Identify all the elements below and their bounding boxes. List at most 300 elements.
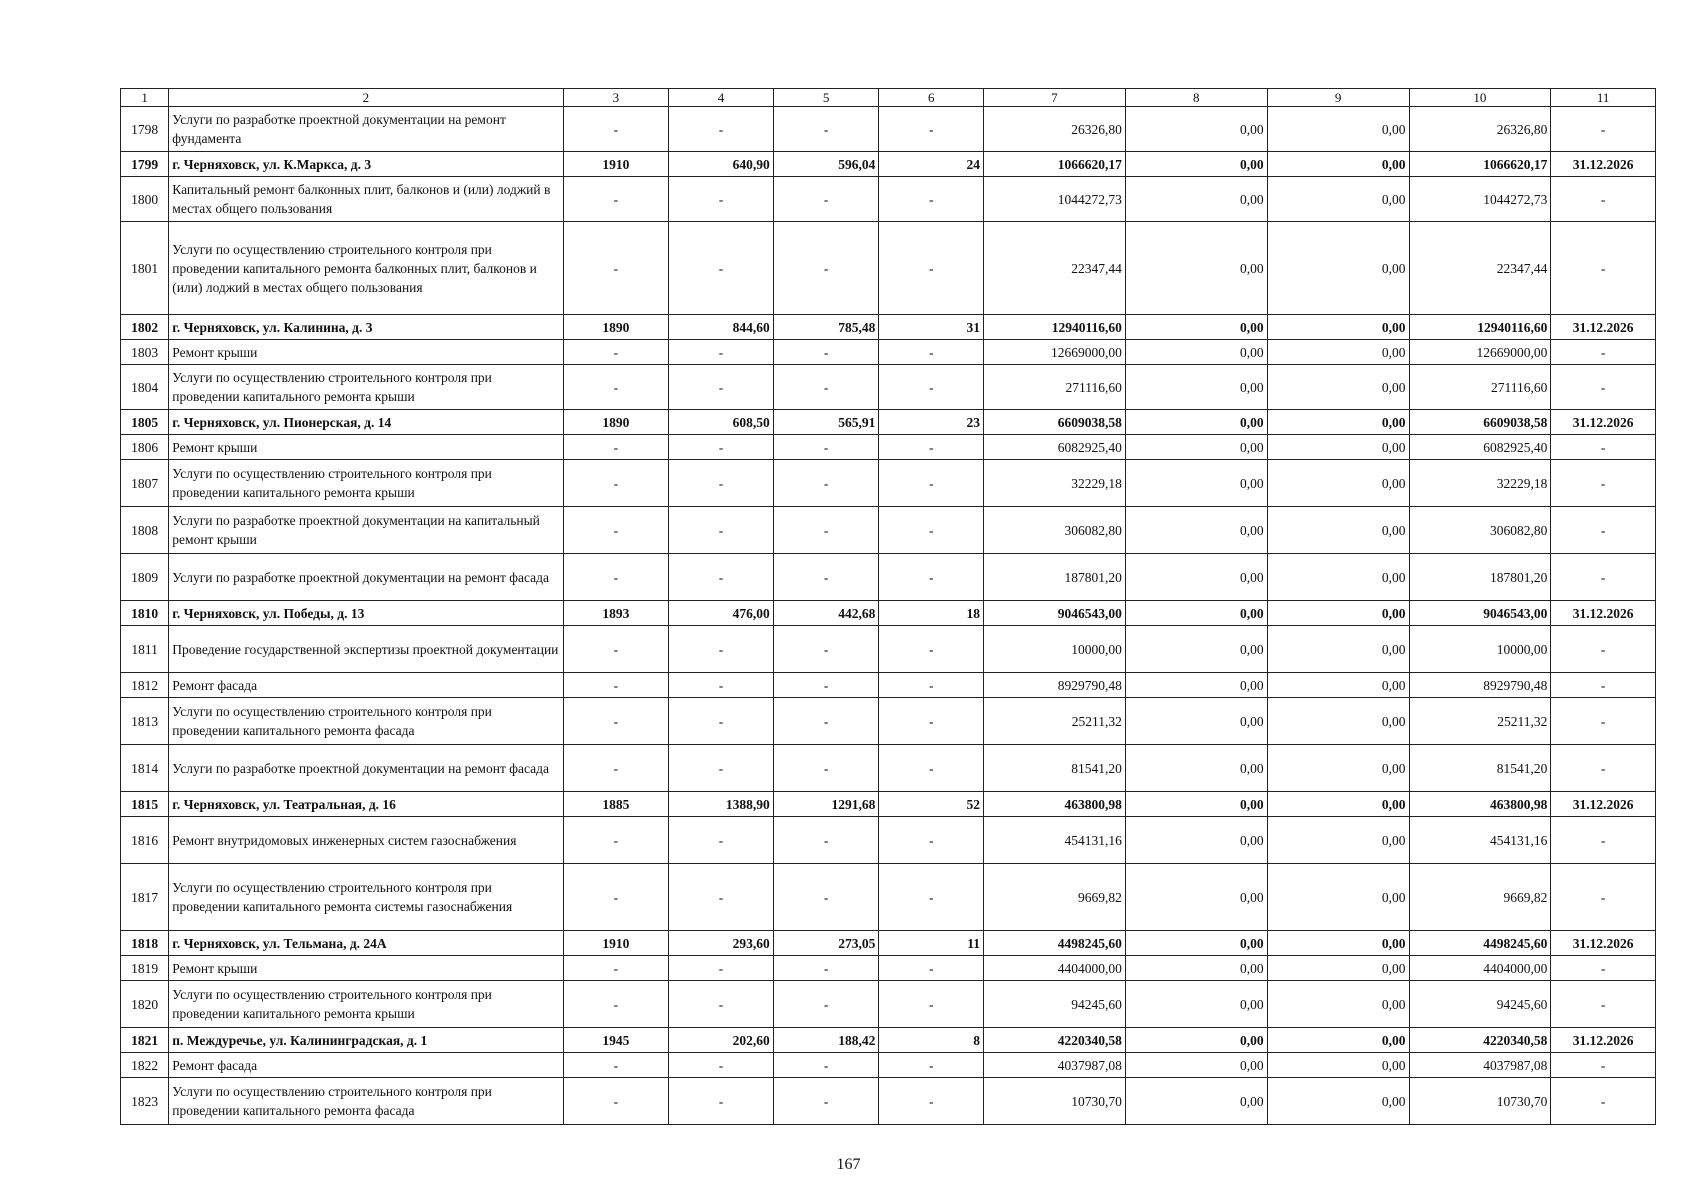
column-number: 10 xyxy=(1409,89,1551,107)
cell-deadline: - xyxy=(1551,365,1656,410)
work-description: Услуги по осуществлению строительного контроля при проведении капитального ремонта крыши xyxy=(169,981,563,1028)
cell-year-built: - xyxy=(563,981,669,1028)
column-number-header xyxy=(121,89,1656,107)
cell-amount-col9: 0,00 xyxy=(1267,177,1409,222)
column-number: 3 xyxy=(563,89,669,107)
cell-total-area: - xyxy=(669,626,774,673)
cell-amount-col9: 0,00 xyxy=(1267,1053,1409,1078)
cell-deadline: 31.12.2026 xyxy=(1551,601,1656,626)
cell-amount-col9: 0,00 xyxy=(1267,152,1409,177)
cell-total-area: - xyxy=(669,864,774,931)
cell-amount-col9: 0,00 xyxy=(1267,864,1409,931)
cell-residents: - xyxy=(879,365,984,410)
cell-total-cost: 12669000,00 xyxy=(984,340,1126,365)
cell-year-built: - xyxy=(563,222,669,315)
cell-premises-area: - xyxy=(773,864,879,931)
cell-premises-area: - xyxy=(773,222,879,315)
cell-deadline: 31.12.2026 xyxy=(1551,315,1656,340)
cell-total-area: - xyxy=(669,554,774,601)
cell-deadline: - xyxy=(1551,460,1656,507)
row-number: 1809 xyxy=(121,554,169,601)
work-row xyxy=(121,981,1656,1028)
cell-residents: 8 xyxy=(879,1028,984,1053)
row-number: 1805 xyxy=(121,410,169,435)
cell-total-area: 640,90 xyxy=(669,152,774,177)
cell-premises-area: 1291,68 xyxy=(773,792,879,817)
address-row xyxy=(121,931,1656,956)
cell-residents: - xyxy=(879,1078,984,1125)
cell-amount-col8: 0,00 xyxy=(1125,507,1267,554)
cell-deadline: - xyxy=(1551,981,1656,1028)
work-row xyxy=(121,222,1656,315)
cell-total-area: - xyxy=(669,745,774,792)
cell-total-area: - xyxy=(669,340,774,365)
work-description: Услуги по разработке проектной документации на ремонт фасада xyxy=(169,745,563,792)
cell-amount-col8: 0,00 xyxy=(1125,107,1267,152)
cell-amount-col8: 0,00 xyxy=(1125,981,1267,1028)
work-row xyxy=(121,956,1656,981)
cell-deadline: - xyxy=(1551,435,1656,460)
cell-residents: 24 xyxy=(879,152,984,177)
cell-deadline: 31.12.2026 xyxy=(1551,931,1656,956)
work-row xyxy=(121,107,1656,152)
cell-deadline: 31.12.2026 xyxy=(1551,410,1656,435)
work-row xyxy=(121,817,1656,864)
cell-total-area: - xyxy=(669,507,774,554)
cell-year-built: - xyxy=(563,507,669,554)
cell-residents: 11 xyxy=(879,931,984,956)
cell-amount-col9: 0,00 xyxy=(1267,107,1409,152)
work-description: Ремонт фасада xyxy=(169,673,563,698)
work-row xyxy=(121,460,1656,507)
cell-total-cost: 10730,70 xyxy=(984,1078,1126,1125)
cell-year-built: - xyxy=(563,554,669,601)
cell-deadline: 31.12.2026 xyxy=(1551,152,1656,177)
cell-total-cost: 10000,00 xyxy=(984,626,1126,673)
work-description: Ремонт крыши xyxy=(169,435,563,460)
cell-fund-amount: 81541,20 xyxy=(1409,745,1551,792)
cell-premises-area: - xyxy=(773,698,879,745)
cell-fund-amount: 9046543,00 xyxy=(1409,601,1551,626)
cell-year-built: 1893 xyxy=(563,601,669,626)
work-description: Услуги по осуществлению строительного контроля при проведении капитального ремонта системы газоснабжения xyxy=(169,864,563,931)
cell-fund-amount: 4404000,00 xyxy=(1409,956,1551,981)
cell-premises-area: 565,91 xyxy=(773,410,879,435)
cell-fund-amount: 10000,00 xyxy=(1409,626,1551,673)
cell-total-area: - xyxy=(669,1078,774,1125)
cell-total-cost: 8929790,48 xyxy=(984,673,1126,698)
cell-total-area: - xyxy=(669,435,774,460)
cell-total-area: - xyxy=(669,817,774,864)
cell-amount-col8: 0,00 xyxy=(1125,410,1267,435)
cell-deadline: - xyxy=(1551,864,1656,931)
row-number: 1822 xyxy=(121,1053,169,1078)
cell-amount-col8: 0,00 xyxy=(1125,817,1267,864)
cell-total-cost: 454131,16 xyxy=(984,817,1126,864)
row-number: 1814 xyxy=(121,745,169,792)
row-number: 1821 xyxy=(121,1028,169,1053)
cell-residents: - xyxy=(879,507,984,554)
cell-year-built: 1890 xyxy=(563,410,669,435)
cell-fund-amount: 12940116,60 xyxy=(1409,315,1551,340)
cell-residents: - xyxy=(879,956,984,981)
address-row xyxy=(121,410,1656,435)
cell-premises-area: - xyxy=(773,177,879,222)
cell-amount-col8: 0,00 xyxy=(1125,626,1267,673)
cell-year-built: - xyxy=(563,626,669,673)
cell-amount-col8: 0,00 xyxy=(1125,698,1267,745)
cell-deadline: 31.12.2026 xyxy=(1551,792,1656,817)
cell-fund-amount: 26326,80 xyxy=(1409,107,1551,152)
cell-year-built: - xyxy=(563,177,669,222)
cell-fund-amount: 25211,32 xyxy=(1409,698,1551,745)
row-number: 1823 xyxy=(121,1078,169,1125)
cell-amount-col8: 0,00 xyxy=(1125,864,1267,931)
cell-total-cost: 22347,44 xyxy=(984,222,1126,315)
cell-fund-amount: 4220340,58 xyxy=(1409,1028,1551,1053)
cell-amount-col9: 0,00 xyxy=(1267,698,1409,745)
cell-fund-amount: 463800,98 xyxy=(1409,792,1551,817)
cell-total-area: - xyxy=(669,673,774,698)
row-number: 1816 xyxy=(121,817,169,864)
work-row xyxy=(121,745,1656,792)
cell-amount-col9: 0,00 xyxy=(1267,931,1409,956)
cell-deadline: 31.12.2026 xyxy=(1551,1028,1656,1053)
cell-fund-amount: 1066620,17 xyxy=(1409,152,1551,177)
cell-premises-area: - xyxy=(773,673,879,698)
cell-premises-area: - xyxy=(773,435,879,460)
cell-amount-col9: 0,00 xyxy=(1267,435,1409,460)
cell-deadline: - xyxy=(1551,1053,1656,1078)
cell-residents: 18 xyxy=(879,601,984,626)
cell-amount-col8: 0,00 xyxy=(1125,745,1267,792)
cell-year-built: 1890 xyxy=(563,315,669,340)
cell-fund-amount: 4037987,08 xyxy=(1409,1053,1551,1078)
work-row xyxy=(121,864,1656,931)
cell-amount-col9: 0,00 xyxy=(1267,817,1409,864)
cell-total-cost: 81541,20 xyxy=(984,745,1126,792)
cell-residents: - xyxy=(879,1053,984,1078)
cell-amount-col8: 0,00 xyxy=(1125,673,1267,698)
work-description: г. Черняховск, ул. Театральная, д. 16 xyxy=(169,792,563,817)
cell-premises-area: - xyxy=(773,981,879,1028)
cell-total-cost: 4498245,60 xyxy=(984,931,1126,956)
cell-deadline: - xyxy=(1551,507,1656,554)
cell-residents: - xyxy=(879,673,984,698)
cell-residents: - xyxy=(879,460,984,507)
work-description: Капитальный ремонт балконных плит, балконов и (или) лоджий в местах общего пользования xyxy=(169,177,563,222)
cell-residents: - xyxy=(879,340,984,365)
cell-premises-area: - xyxy=(773,817,879,864)
column-number: 1 xyxy=(121,89,169,107)
cell-total-cost: 9046543,00 xyxy=(984,601,1126,626)
cell-residents: - xyxy=(879,745,984,792)
cell-premises-area: - xyxy=(773,460,879,507)
cell-total-cost: 12940116,60 xyxy=(984,315,1126,340)
cell-fund-amount: 9669,82 xyxy=(1409,864,1551,931)
cell-amount-col8: 0,00 xyxy=(1125,956,1267,981)
cell-residents: 23 xyxy=(879,410,984,435)
cell-year-built: - xyxy=(563,460,669,507)
cell-total-area: 1388,90 xyxy=(669,792,774,817)
address-row xyxy=(121,1028,1656,1053)
work-row xyxy=(121,435,1656,460)
row-number: 1798 xyxy=(121,107,169,152)
cell-amount-col9: 0,00 xyxy=(1267,981,1409,1028)
cell-amount-col9: 0,00 xyxy=(1267,956,1409,981)
cell-premises-area: - xyxy=(773,1078,879,1125)
cell-residents: - xyxy=(879,864,984,931)
row-number: 1800 xyxy=(121,177,169,222)
cell-year-built: - xyxy=(563,673,669,698)
cell-amount-col9: 0,00 xyxy=(1267,1028,1409,1053)
cell-residents: - xyxy=(879,626,984,673)
cell-year-built: - xyxy=(563,1078,669,1125)
cell-deadline: - xyxy=(1551,340,1656,365)
column-number: 5 xyxy=(773,89,879,107)
cell-premises-area: - xyxy=(773,956,879,981)
cell-residents: - xyxy=(879,698,984,745)
cell-residents: - xyxy=(879,435,984,460)
cell-fund-amount: 94245,60 xyxy=(1409,981,1551,1028)
cell-fund-amount: 306082,80 xyxy=(1409,507,1551,554)
cell-residents: - xyxy=(879,554,984,601)
cell-total-cost: 25211,32 xyxy=(984,698,1126,745)
work-description: г. Черняховск, ул. К.Маркса, д. 3 xyxy=(169,152,563,177)
work-row xyxy=(121,1053,1656,1078)
work-description: Услуги по разработке проектной документации на капитальный ремонт крыши xyxy=(169,507,563,554)
work-description: Услуги по осуществлению строительного контроля при проведении капитального ремонта крыши xyxy=(169,365,563,410)
row-number: 1808 xyxy=(121,507,169,554)
cell-premises-area: 785,48 xyxy=(773,315,879,340)
cell-deadline: - xyxy=(1551,222,1656,315)
work-description: Проведение государственной экспертизы проектной документации xyxy=(169,626,563,673)
work-row xyxy=(121,698,1656,745)
cell-premises-area: 442,68 xyxy=(773,601,879,626)
cell-total-area: 608,50 xyxy=(669,410,774,435)
cell-residents: 31 xyxy=(879,315,984,340)
column-number: 6 xyxy=(879,89,984,107)
cell-year-built: 1945 xyxy=(563,1028,669,1053)
cell-deadline: - xyxy=(1551,956,1656,981)
cell-total-cost: 306082,80 xyxy=(984,507,1126,554)
page-number: 167 xyxy=(836,1156,861,1173)
cell-fund-amount: 454131,16 xyxy=(1409,817,1551,864)
cell-fund-amount: 22347,44 xyxy=(1409,222,1551,315)
cell-deadline: - xyxy=(1551,626,1656,673)
cell-year-built: 1885 xyxy=(563,792,669,817)
work-description: Ремонт фасада xyxy=(169,1053,563,1078)
cell-fund-amount: 10730,70 xyxy=(1409,1078,1551,1125)
cell-amount-col8: 0,00 xyxy=(1125,1078,1267,1125)
row-number: 1802 xyxy=(121,315,169,340)
cell-fund-amount: 1044272,73 xyxy=(1409,177,1551,222)
cell-amount-col9: 0,00 xyxy=(1267,554,1409,601)
cell-year-built: - xyxy=(563,745,669,792)
cell-year-built: - xyxy=(563,864,669,931)
work-description: Услуги по осуществлению строительного контроля при проведении капитального ремонта фасада xyxy=(169,698,563,745)
cell-total-area: - xyxy=(669,365,774,410)
row-number: 1807 xyxy=(121,460,169,507)
cell-total-cost: 94245,60 xyxy=(984,981,1126,1028)
row-number: 1819 xyxy=(121,956,169,981)
work-description: г. Черняховск, ул. Тельмана, д. 24А xyxy=(169,931,563,956)
work-description: г. Черняховск, ул. Победы, д. 13 xyxy=(169,601,563,626)
cell-total-cost: 4220340,58 xyxy=(984,1028,1126,1053)
address-row xyxy=(121,601,1656,626)
cell-amount-col9: 0,00 xyxy=(1267,792,1409,817)
cell-total-cost: 6609038,58 xyxy=(984,410,1126,435)
cell-amount-col9: 0,00 xyxy=(1267,745,1409,792)
cell-amount-col8: 0,00 xyxy=(1125,460,1267,507)
cell-amount-col9: 0,00 xyxy=(1267,315,1409,340)
row-number: 1818 xyxy=(121,931,169,956)
cell-amount-col9: 0,00 xyxy=(1267,222,1409,315)
column-number: 8 xyxy=(1125,89,1267,107)
cell-premises-area: 596,04 xyxy=(773,152,879,177)
cell-total-area: - xyxy=(669,1053,774,1078)
cell-deadline: - xyxy=(1551,673,1656,698)
cell-amount-col8: 0,00 xyxy=(1125,222,1267,315)
column-number: 2 xyxy=(169,89,563,107)
cell-amount-col9: 0,00 xyxy=(1267,340,1409,365)
cell-year-built: - xyxy=(563,698,669,745)
cell-year-built: - xyxy=(563,340,669,365)
cell-year-built: - xyxy=(563,365,669,410)
cell-fund-amount: 6609038,58 xyxy=(1409,410,1551,435)
work-row xyxy=(121,1078,1656,1125)
work-row xyxy=(121,365,1656,410)
cell-total-cost: 26326,80 xyxy=(984,107,1126,152)
row-number: 1815 xyxy=(121,792,169,817)
row-number: 1806 xyxy=(121,435,169,460)
cell-amount-col8: 0,00 xyxy=(1125,1053,1267,1078)
cell-amount-col8: 0,00 xyxy=(1125,365,1267,410)
cell-residents: - xyxy=(879,177,984,222)
cell-amount-col9: 0,00 xyxy=(1267,601,1409,626)
work-description: Ремонт внутридомовых инженерных систем газоснабжения xyxy=(169,817,563,864)
cell-total-cost: 4404000,00 xyxy=(984,956,1126,981)
cell-fund-amount: 32229,18 xyxy=(1409,460,1551,507)
work-description: Услуги по разработке проектной документации на ремонт фундамента xyxy=(169,107,563,152)
cell-total-cost: 271116,60 xyxy=(984,365,1126,410)
cell-year-built: - xyxy=(563,435,669,460)
cell-fund-amount: 187801,20 xyxy=(1409,554,1551,601)
cell-premises-area: - xyxy=(773,626,879,673)
cell-total-cost: 187801,20 xyxy=(984,554,1126,601)
row-number: 1810 xyxy=(121,601,169,626)
work-description: Услуги по осуществлению строительного контроля при проведении капитального ремонта крыши xyxy=(169,460,563,507)
cell-residents: - xyxy=(879,981,984,1028)
cell-total-cost: 1044272,73 xyxy=(984,177,1126,222)
cell-residents: - xyxy=(879,817,984,864)
cell-year-built: - xyxy=(563,817,669,864)
work-description: Услуги по осуществлению строительного контроля при проведении капитального ремонта фасада xyxy=(169,1078,563,1125)
work-description: Ремонт крыши xyxy=(169,340,563,365)
cell-total-area: 844,60 xyxy=(669,315,774,340)
cell-year-built: 1910 xyxy=(563,931,669,956)
cell-amount-col8: 0,00 xyxy=(1125,1028,1267,1053)
cell-total-area: - xyxy=(669,981,774,1028)
cell-premises-area: 273,05 xyxy=(773,931,879,956)
row-number: 1799 xyxy=(121,152,169,177)
cell-amount-col8: 0,00 xyxy=(1125,554,1267,601)
cell-residents: - xyxy=(879,107,984,152)
cell-amount-col8: 0,00 xyxy=(1125,435,1267,460)
work-row xyxy=(121,626,1656,673)
cell-deadline: - xyxy=(1551,698,1656,745)
cell-total-area: - xyxy=(669,956,774,981)
address-row xyxy=(121,315,1656,340)
cell-amount-col9: 0,00 xyxy=(1267,673,1409,698)
cell-year-built: - xyxy=(563,956,669,981)
cell-deadline: - xyxy=(1551,177,1656,222)
cell-total-cost: 1066620,17 xyxy=(984,152,1126,177)
column-number: 9 xyxy=(1267,89,1409,107)
cell-residents: 52 xyxy=(879,792,984,817)
cell-total-area: 202,60 xyxy=(669,1028,774,1053)
cell-total-area: - xyxy=(669,460,774,507)
cell-total-area: 476,00 xyxy=(669,601,774,626)
address-row xyxy=(121,792,1656,817)
cell-amount-col9: 0,00 xyxy=(1267,410,1409,435)
row-number: 1817 xyxy=(121,864,169,931)
work-row xyxy=(121,340,1656,365)
cell-premises-area: - xyxy=(773,340,879,365)
cell-total-area: - xyxy=(669,222,774,315)
cell-amount-col9: 0,00 xyxy=(1267,507,1409,554)
cell-premises-area: - xyxy=(773,554,879,601)
cell-total-cost: 4037987,08 xyxy=(984,1053,1126,1078)
cell-total-area: - xyxy=(669,698,774,745)
repair-program-table xyxy=(120,88,1656,1125)
cell-deadline: - xyxy=(1551,745,1656,792)
table-body xyxy=(121,89,1656,1125)
cell-fund-amount: 4498245,60 xyxy=(1409,931,1551,956)
cell-premises-area: - xyxy=(773,745,879,792)
cell-amount-col8: 0,00 xyxy=(1125,315,1267,340)
column-number: 11 xyxy=(1551,89,1656,107)
row-number: 1820 xyxy=(121,981,169,1028)
cell-year-built: 1910 xyxy=(563,152,669,177)
cell-total-area: - xyxy=(669,177,774,222)
cell-amount-col9: 0,00 xyxy=(1267,460,1409,507)
cell-residents: - xyxy=(879,222,984,315)
address-row xyxy=(121,152,1656,177)
column-number: 4 xyxy=(669,89,774,107)
cell-total-area: 293,60 xyxy=(669,931,774,956)
cell-amount-col9: 0,00 xyxy=(1267,365,1409,410)
cell-year-built: - xyxy=(563,107,669,152)
column-number: 7 xyxy=(984,89,1126,107)
cell-deadline: - xyxy=(1551,817,1656,864)
work-description: г. Черняховск, ул. Калинина, д. 3 xyxy=(169,315,563,340)
cell-total-area: - xyxy=(669,107,774,152)
work-row xyxy=(121,177,1656,222)
cell-amount-col9: 0,00 xyxy=(1267,1078,1409,1125)
cell-premises-area: - xyxy=(773,365,879,410)
cell-amount-col8: 0,00 xyxy=(1125,177,1267,222)
row-number: 1812 xyxy=(121,673,169,698)
cell-fund-amount: 271116,60 xyxy=(1409,365,1551,410)
cell-amount-col8: 0,00 xyxy=(1125,931,1267,956)
cell-total-cost: 463800,98 xyxy=(984,792,1126,817)
cell-premises-area: - xyxy=(773,507,879,554)
work-row xyxy=(121,507,1656,554)
row-number: 1804 xyxy=(121,365,169,410)
row-number: 1813 xyxy=(121,698,169,745)
cell-total-cost: 32229,18 xyxy=(984,460,1126,507)
